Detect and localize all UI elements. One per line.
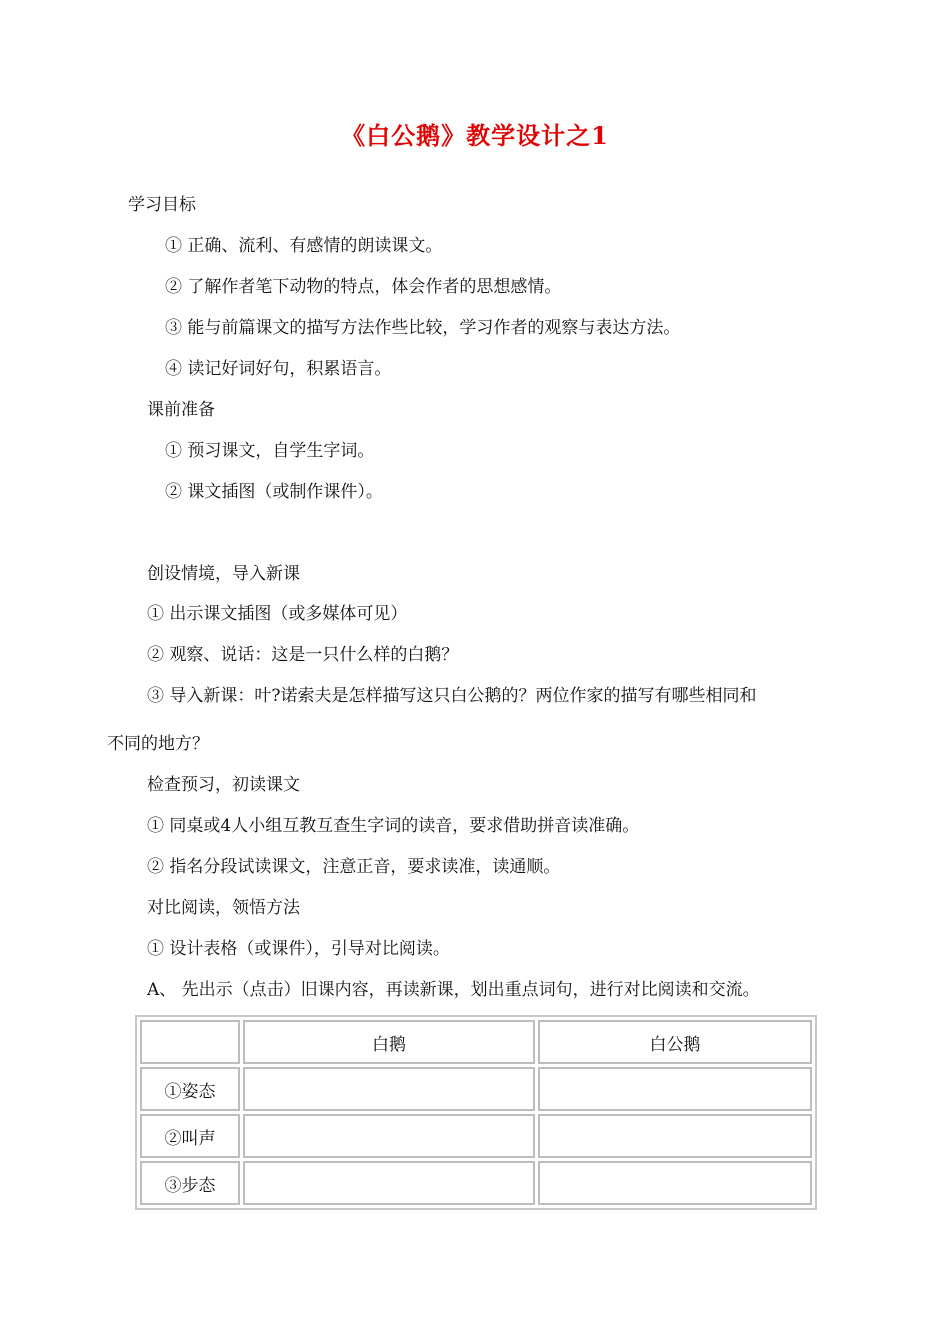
intro-item: ① 出示课文插图（或多媒体可见） [147, 604, 408, 624]
table-cell [538, 1067, 812, 1111]
goal-item: ① 正确、流利、有感情的朗读课文。 [165, 236, 443, 256]
table-row [140, 1067, 812, 1111]
goal-item: ③ 能与前篇课文的描写方法作些比较，学习作者的观察与表达方法。 [165, 318, 681, 338]
table-cell [538, 1161, 812, 1205]
prep-item: ② 课文插图（或制作课件）。 [165, 482, 383, 502]
table-header-row [140, 1020, 812, 1064]
intro-item-continuation: 不同的地方？ [107, 734, 209, 754]
table-row [140, 1114, 812, 1158]
table-row [140, 1161, 812, 1205]
goal-item: ② 了解作者笔下动物的特点，体会作者的思想感情。 [165, 277, 562, 297]
intro-item: ③ 导入新课：叶?诺索夫是怎样描写这只白公鹅的？两位作家的描写有哪些相同和 [147, 686, 757, 706]
compare-item: A、 先出示（点击）旧课内容，再读新课，划出重点词句，进行对比阅读和交流。 [147, 980, 760, 1000]
intro-item: ② 观察、说话：这是一只什么样的白鹅？ [147, 645, 459, 665]
table-header-cell: 白公鹅 [538, 1020, 812, 1064]
table-cell [538, 1114, 812, 1158]
table-header-cell: 白鹅 [243, 1020, 535, 1064]
compare-item: ① 设计表格（或课件），引导对比阅读。 [147, 939, 450, 959]
prep-heading: 课前准备 [147, 400, 215, 420]
goal-item: ④ 读记好词好句，积累语言。 [165, 359, 392, 379]
document-title: 《白公鹅》教学设计之1 [341, 121, 609, 150]
table-row-label: ③步态 [140, 1161, 240, 1205]
comparison-table [135, 1015, 817, 1210]
table-row-label: ②叫声 [140, 1114, 240, 1158]
check-heading: 检查预习，初读课文 [147, 775, 300, 795]
table-cell [243, 1067, 535, 1111]
table-cell [243, 1161, 535, 1205]
check-item: ② 指名分段试读课文，注意正音，要求读准，读通顺。 [147, 857, 561, 877]
goals-heading: 学习目标 [128, 195, 196, 215]
check-item: ① 同桌或4人小组互教互查生字词的读音，要求借助拼音读准确。 [147, 816, 640, 836]
table-header-cell [140, 1020, 240, 1064]
table-row-label: ①姿态 [140, 1067, 240, 1111]
compare-heading: 对比阅读，领悟方法 [147, 898, 300, 918]
table-cell [243, 1114, 535, 1158]
intro-heading: 创设情境，导入新课 [147, 564, 300, 584]
prep-item: ① 预习课文，自学生字词。 [165, 441, 375, 461]
